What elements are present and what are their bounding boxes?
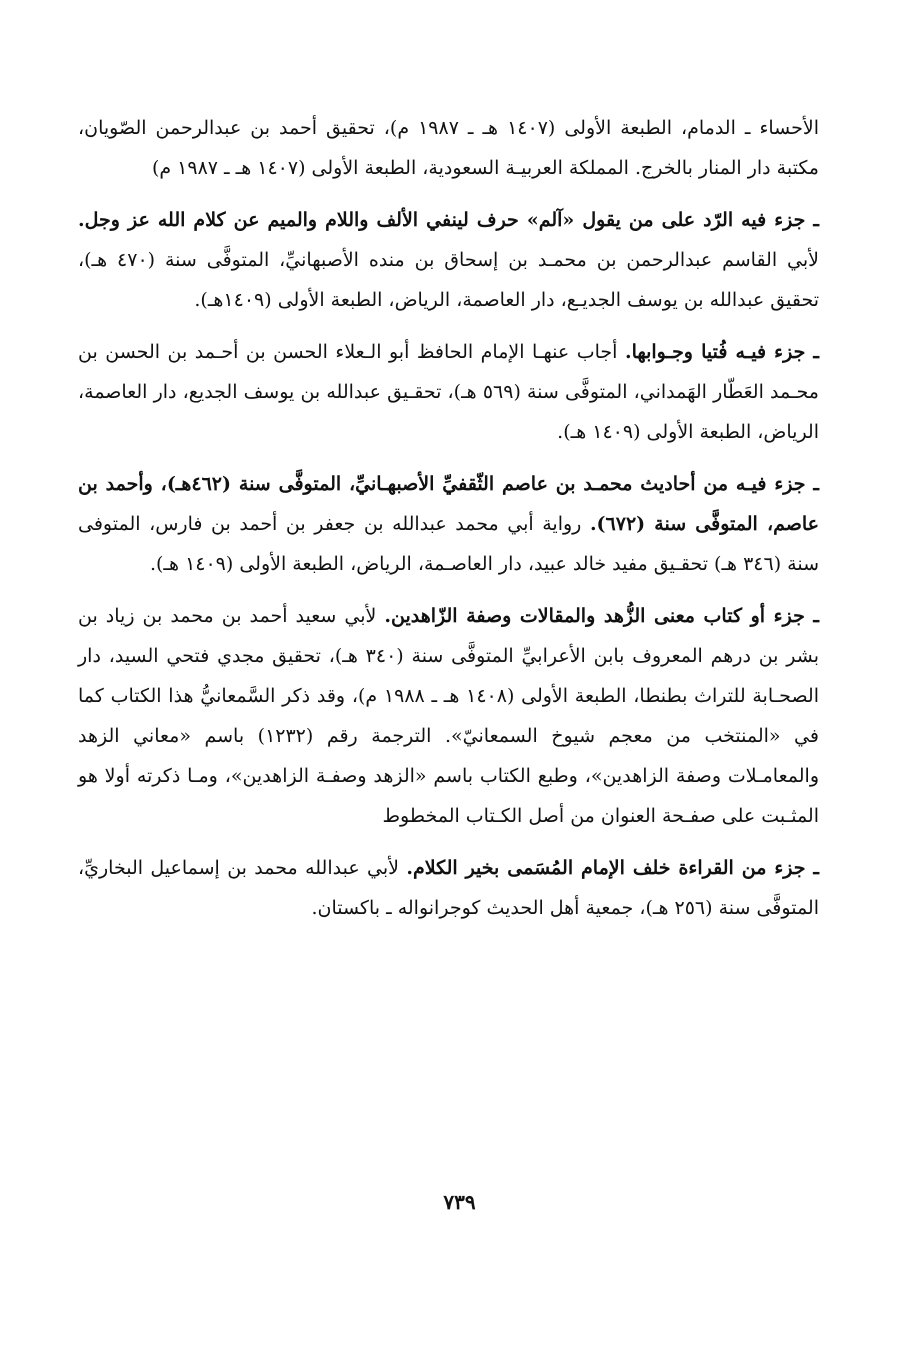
page-body bbox=[78, 108, 819, 940]
bibliography-entry-4 bbox=[78, 464, 819, 584]
entry-paragraph bbox=[78, 848, 819, 928]
entry-paragraph bbox=[78, 332, 819, 452]
bibliography-entry-3 bbox=[78, 332, 819, 452]
page-number: ٧٣٩ bbox=[443, 1190, 476, 1214]
entry-title: ـ جزء فيـه من أحاديث محمـد بن عاصم الثّقفيِّ الأصبهـانيِّ، المتوفَّى سنة (٤٦٢هـ)، وأحمد بن عاصم، المتوفَّى سنة (٦٧٢). bbox=[78, 473, 819, 535]
entry-title: ـ جزء من القراءة خلف الإمام المُسَمى بخير الكلام. bbox=[406, 857, 819, 879]
entry-text: لأبي سعيد أحمد بن محمد بن زياد بن بشر بن درهم المعروف بابن الأعرابيِّ المتوفَّى سنة (٣٤٠ هـ)، تحقيق مجدي فتحي السيد، دار الصحـابة للتراث بطنطا، الطبعة الأولى (١٤٠٨ هـ ـ ١٩٨٨ م)، وقد ذكر السَّمعانيُّ هذا الكتاب كما في «المنتخب من معجم شيوخ السمعانيّ». الترجمة رقم (١٢٣٢) باسم «معاني الزهد والمعامـلات وصفة الزاهدين»، وطبع الكتاب باسم «الزهد وصفـة الزاهدين»، ومـا ذكرته أولا هو المثـبت على صفـحة العنوان من أصل الكـتاب المخطوط bbox=[78, 605, 819, 827]
entry-text: لأبي عبدالله محمد بن إسماعيل البخاريِّ، المتوفَّى سنة (٢٥٦ هـ)، جمعية أهل الحديث كوجرانواله ـ باكستان. bbox=[78, 857, 819, 919]
entry-text: أجاب عنهـا الإمام الحافظ أبو الـعلاء الحسن بن أحـمد بن الحسن بن محـمد العَطّار الهَمداني، المتوفَّى سنة (٥٦٩ هـ)، تحقـيق عبدالله بن يوسف الجديع، دار العاصمة، الرياض، الطبعة الأولى (١٤٠٩ هـ). bbox=[78, 341, 819, 443]
entry-title: ـ جزء فيـه فُتيا وجـوابها. bbox=[624, 341, 819, 363]
entry-title: ـ جزء فيه الرّد على من يقول «آلم» حرف لينفي الألف واللام والميم عن كلام الله عز وجل. bbox=[78, 209, 819, 231]
entry-paragraph bbox=[78, 596, 819, 836]
entry-paragraph bbox=[78, 108, 819, 188]
entry-text: رواية أبي محمد عبدالله بن جعفر بن أحمد بن فارس، المتوفى سنة (٣٤٦ هـ) تحقـيق مفيد خالد عبيد، دار العاصـمة، الرياض، الطبعة الأولى (١٤٠٩ هـ). bbox=[78, 513, 819, 575]
bibliography-entry-1 bbox=[78, 108, 819, 188]
bibliography-entry-6 bbox=[78, 848, 819, 928]
entry-title: ـ جزء أو كتاب معنى الزُّهد والمقالات وصفة الزّاهدين. bbox=[384, 605, 819, 627]
entry-text: الأحساء ـ الدمام، الطبعة الأولى (١٤٠٧ هـ ـ ١٩٨٧ م)، تحقيق أحمد بن عبدالرحمن الصّويان، مكتبة دار المنار بالخرج. المملكة العربيـة السعودية، الطبعة الأولى (١٤٠٧ هـ ـ ١٩٨٧ م) bbox=[78, 117, 819, 179]
bibliography-entry-5 bbox=[78, 596, 819, 836]
entry-paragraph bbox=[78, 200, 819, 320]
entry-paragraph bbox=[78, 464, 819, 584]
bibliography-entry-2 bbox=[78, 200, 819, 320]
entry-text: لأبي القاسم عبدالرحمن بن محمـد بن إسحاق بن منده الأصبهانيِّ، المتوفَّى سنة (٤٧٠ هـ)، تحقيق عبدالله بن يوسف الجديـع، دار العاصمة، الرياض، الطبعة الأولى (١٤٠٩هـ). bbox=[78, 249, 819, 311]
